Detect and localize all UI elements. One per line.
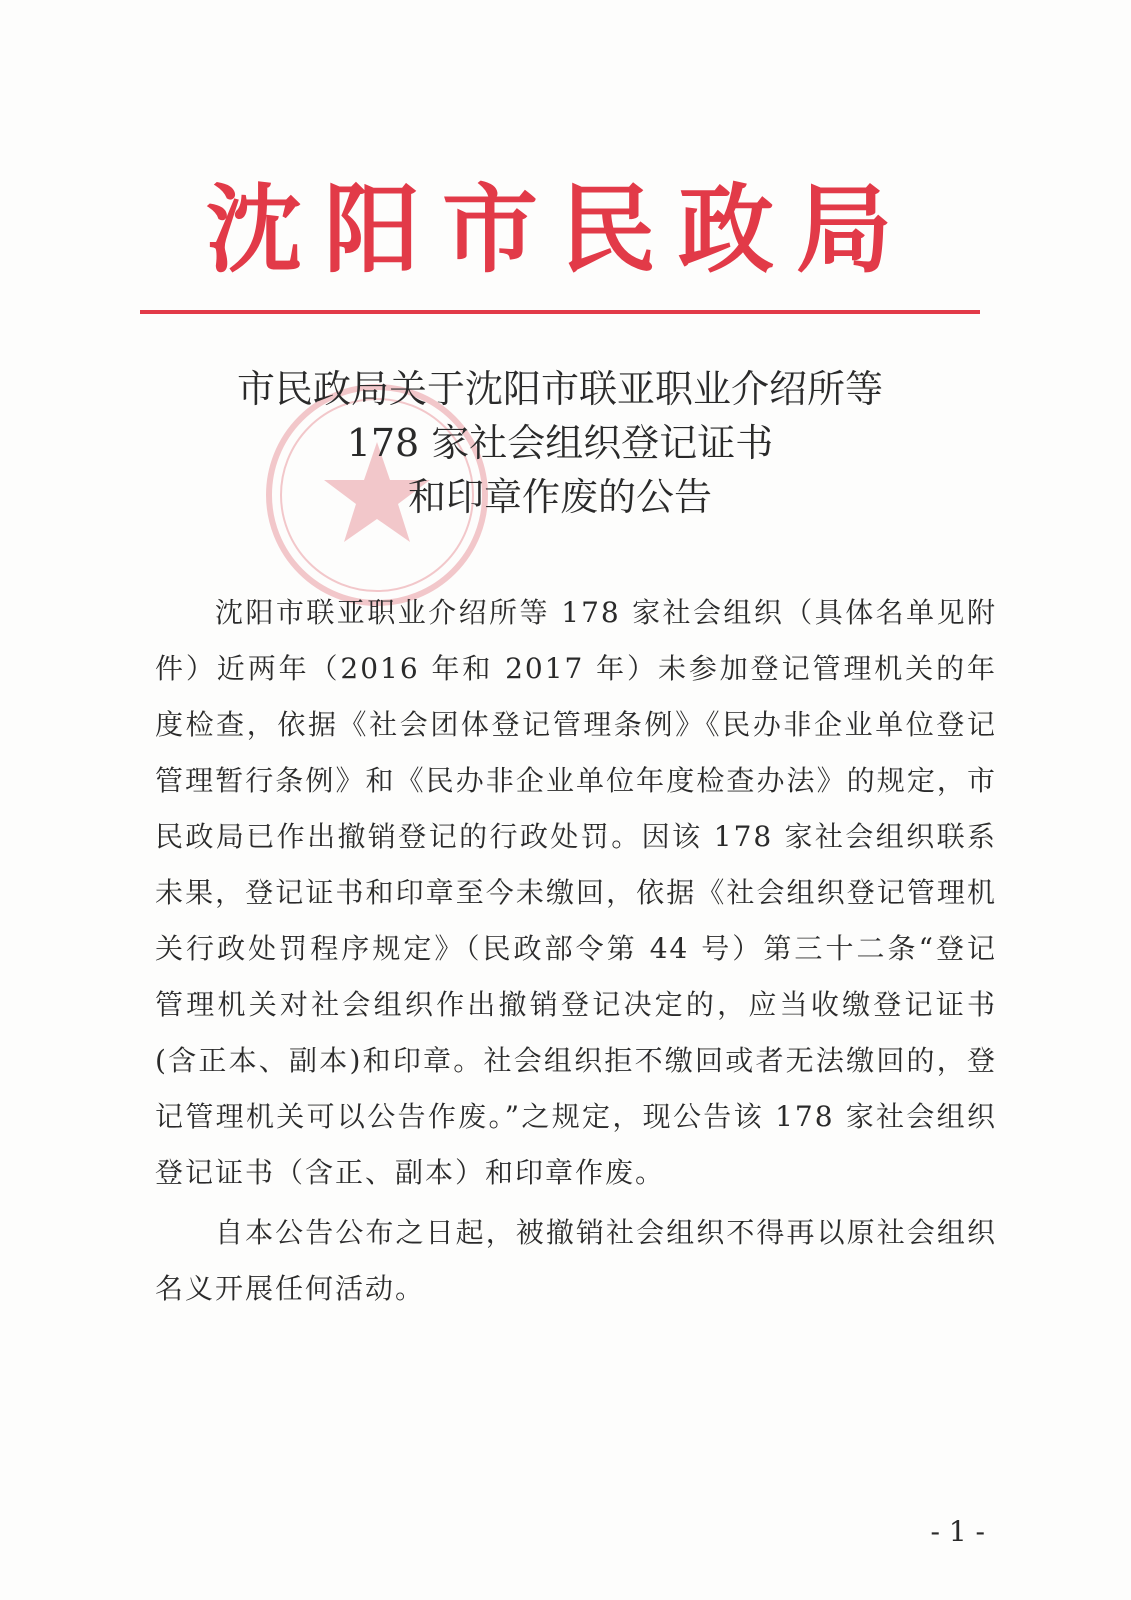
notice-paragraph: 沈阳市联亚职业介绍所等 178 家社会组织（具体名单见附件）近两年（2016 年和 2017 年）未参加登记管理机关的年度检查，依据《社会团体登记管理条例》《民办非企业单位登记管理暂行条例》和《民办非企业单位年度检查办法》的规定，市民政局已作出撤销登记的行政处罚。因该 178 家社会组织联系未果，登记证书和印章至今未缴回，依据《社会组织登记管理机关行政处罚程序规定》（民政部令第 44 号）第三十二条“登记管理机关对社会组织作出撤销登记决定的，应当收缴登记证书(含正本、副本)和印章。社会组织拒不缴回或者无法缴回的，登记管理机关可以公告作废。”之规定，现公告该 178 家社会组织登记证书（含正、副本）和印章作废。 (155, 596, 997, 1189)
letterhead-red-rule (140, 310, 980, 314)
notice-paragraph: 自本公告公布之日起，被撤销社会组织不得再以原社会组织名义开展任何活动。 (155, 1216, 997, 1305)
notice-title-line: 178 家社会组织登记证书 (346, 421, 774, 465)
notice-title-line: 市民政局关于沈阳市联亚职业介绍所等 (236, 367, 883, 411)
notice-title (140, 362, 980, 524)
letterhead-agency-name: 沈阳市民政局 (206, 173, 914, 286)
notice-title-line: 和印章作废的公告 (407, 475, 712, 519)
page-number: - 1 - (930, 1515, 985, 1548)
notice-body (155, 585, 997, 1317)
